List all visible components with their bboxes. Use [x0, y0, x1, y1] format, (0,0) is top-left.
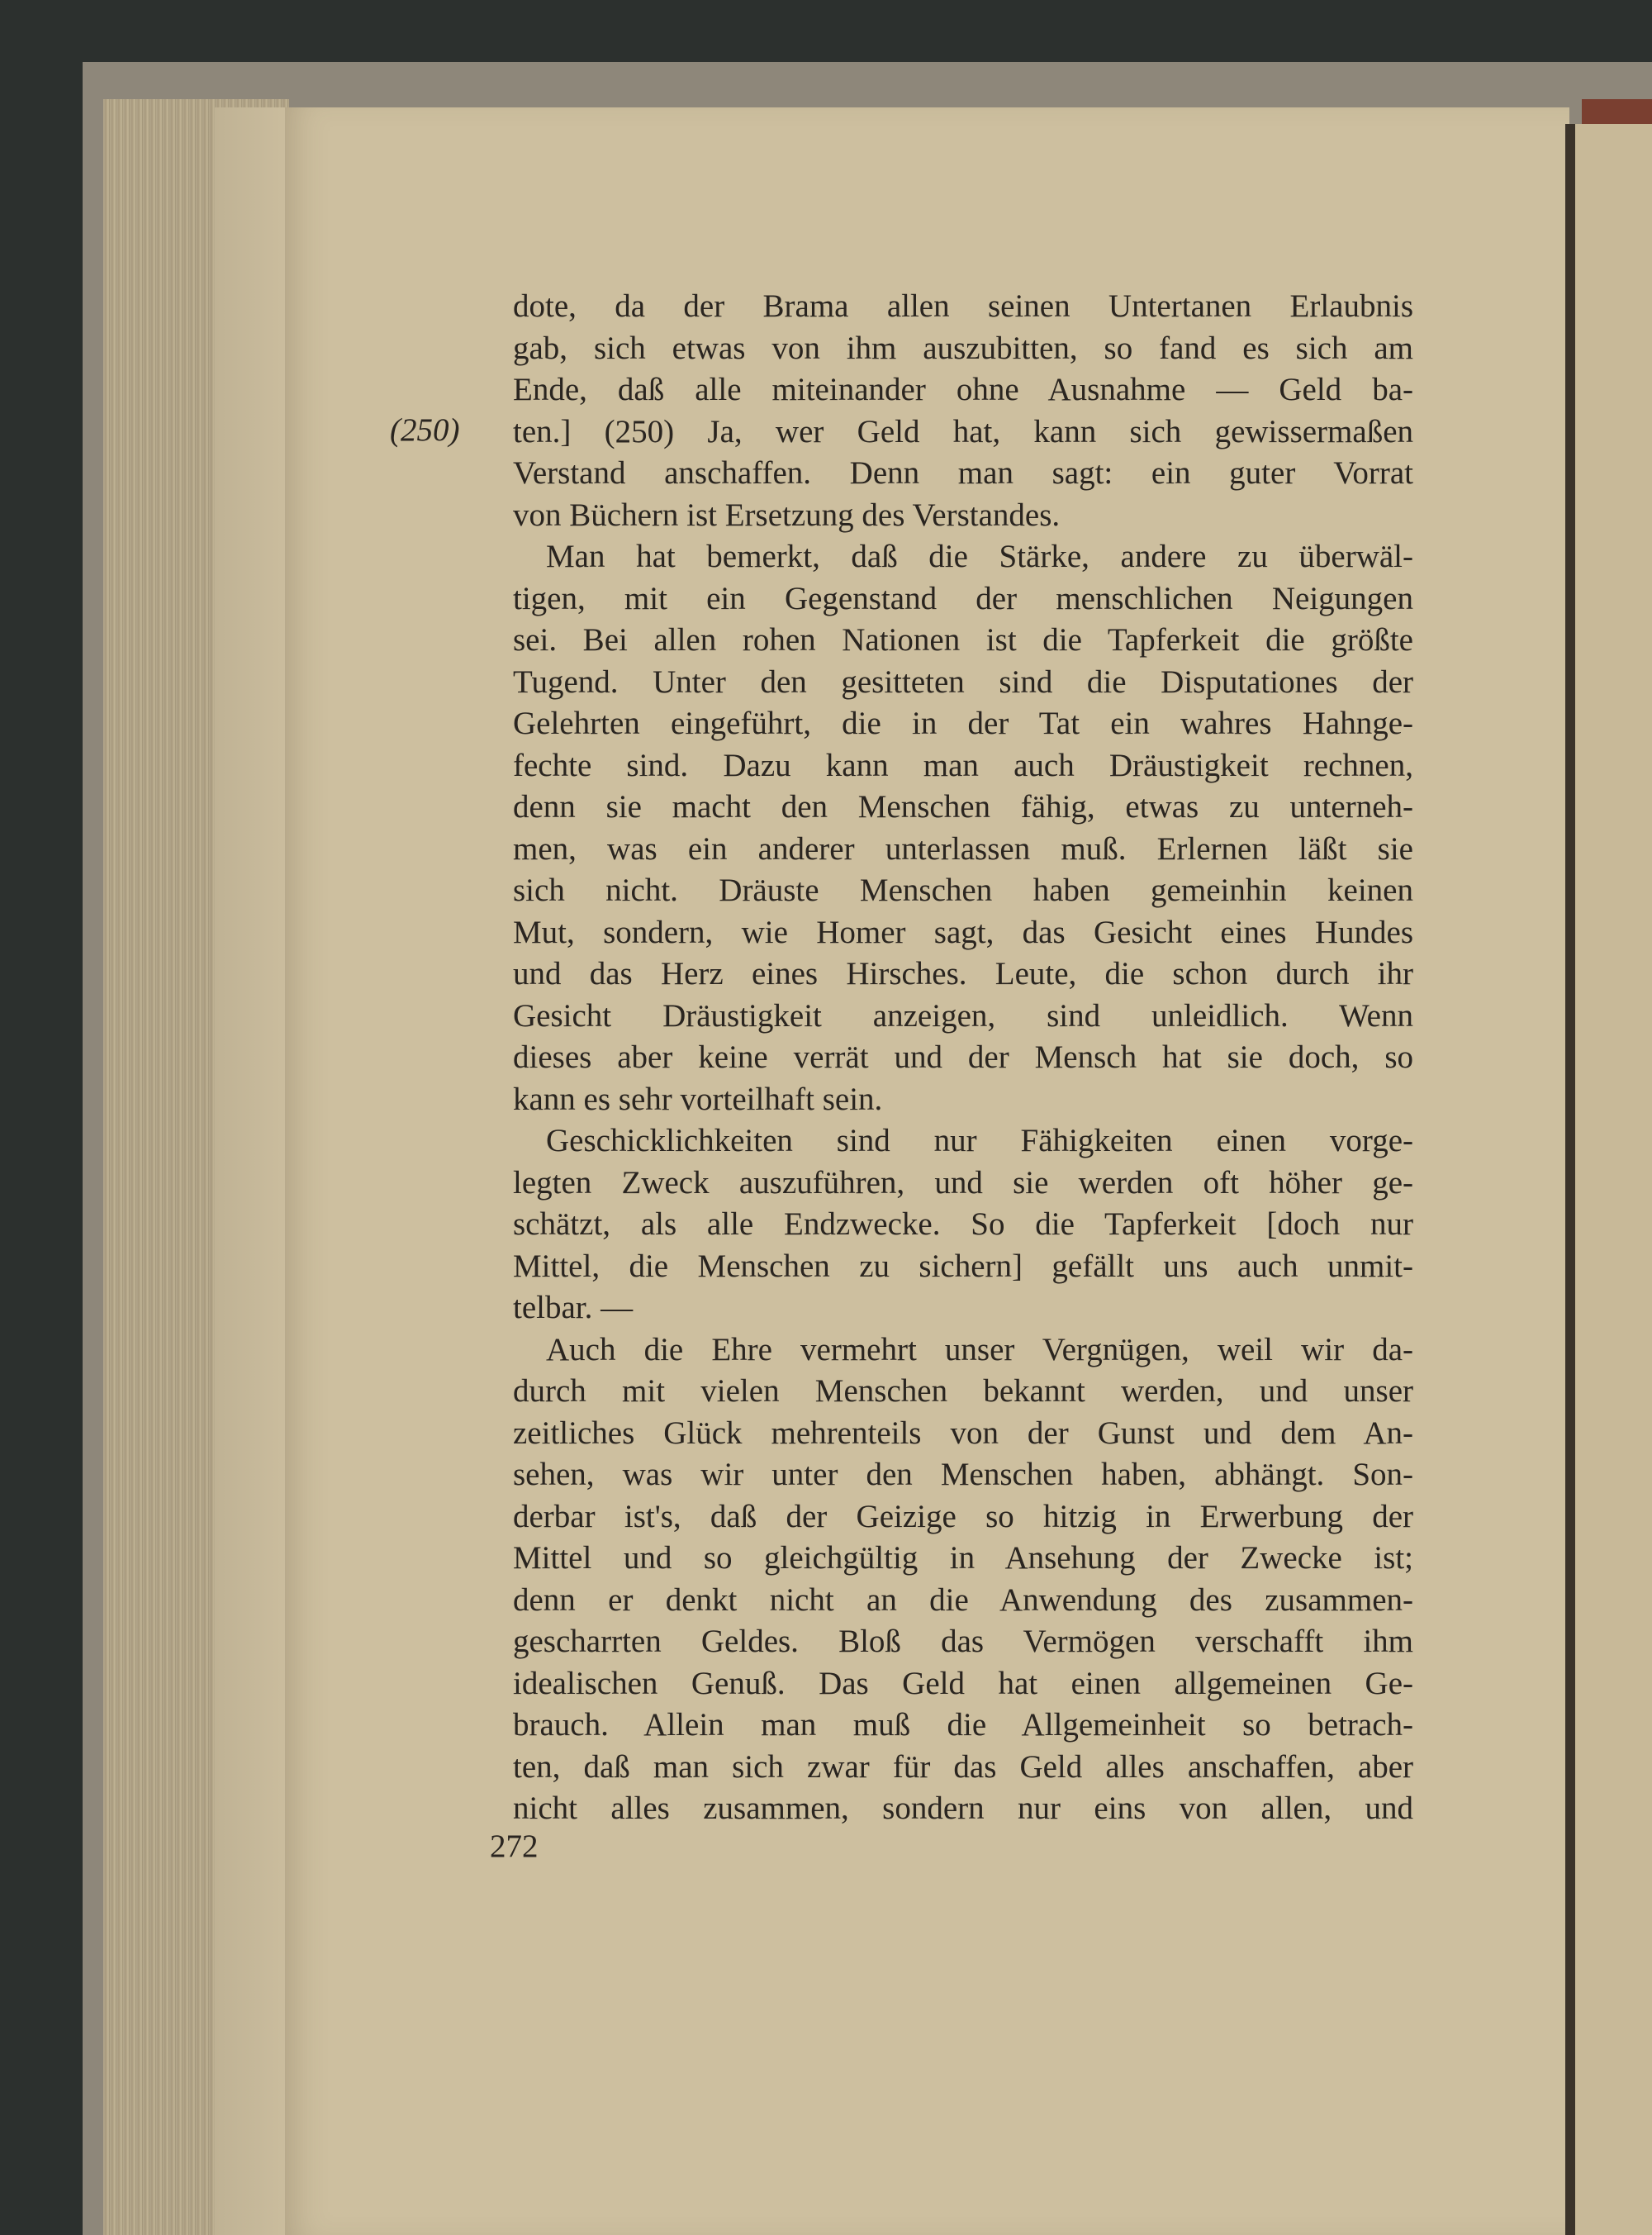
- text-line: denn er denkt nicht an die Anwendung des zusammen-: [513, 1581, 1413, 1618]
- text-line: sei. Bei allen rohen Nationen ist die Tapferkeit die größte: [513, 622, 1413, 658]
- text-line: durch mit vielen Menschen bekannt werden, und unser: [513, 1373, 1413, 1409]
- text-line: Gesicht Dräustigkeit anzeigen, sind unleidlich. Wenn: [513, 997, 1413, 1034]
- text-line: nicht alles zusammen, sondern nur eins von allen, und: [513, 1790, 1413, 1826]
- page-edges-inner: [215, 107, 289, 2235]
- text-line: ten, daß man sich zwar für das Geld alles anschaffen, aber: [513, 1748, 1413, 1785]
- text-line: Geschicklichkeiten sind nur Fähigkeiten einen vorge-: [546, 1123, 1413, 1158]
- text-line: gab, sich etwas von ihm auszubitten, so fand es sich am: [513, 330, 1413, 366]
- text-line: derbar ist's, daß der Geizige so hitzig in Erwerbung der: [513, 1498, 1413, 1534]
- facing-page: [1575, 124, 1652, 2235]
- text-line: Auch die Ehre vermehrt unser Vergnügen, weil wir da-: [546, 1331, 1413, 1367]
- text-line: dote, da der Brama allen seinen Untertanen Erlaubnis: [513, 288, 1413, 324]
- text-line: ten.] (250) Ja, wer Geld hat, kann sich gewissermaßen: [513, 413, 1413, 449]
- margin-note: (250): [390, 412, 460, 448]
- text-line: Man hat bemerkt, daß die Stärke, andere zu überwäl-: [546, 539, 1413, 574]
- text-line: tigen, mit ein Gegenstand der menschlichen Neigungen: [513, 580, 1413, 616]
- body-text: [513, 286, 1413, 1830]
- page-number: 272: [490, 1828, 539, 1864]
- text-line: denn sie macht den Menschen fähig, etwas zu unterneh-: [513, 789, 1413, 825]
- book-gutter: [1565, 124, 1575, 2235]
- text-line: Verstand anschaffen. Denn man sagt: ein guter Vorrat: [513, 455, 1413, 491]
- text-line: idealischen Genuß. Das Geld hat einen allgemeinen Ge-: [513, 1665, 1413, 1701]
- text-line: dieses aber keine verrät und der Mensch hat sie doch, so: [513, 1039, 1413, 1075]
- text-line: zeitliches Glück mehrenteils von der Gunst und dem An-: [513, 1415, 1413, 1451]
- text-line: und das Herz eines Hirsches. Leute, die schon durch ihr: [513, 956, 1413, 991]
- text-line: Mittel, die Menschen zu sichern] gefällt uns auch unmit-: [513, 1248, 1413, 1284]
- text-line: kann es sehr vorteilhaft sein.: [513, 1081, 883, 1117]
- text-line: Ende, daß alle miteinander ohne Ausnahme — Geld ba-: [513, 372, 1413, 407]
- text-line: sich nicht. Dräuste Menschen haben gemeinhin keinen: [513, 873, 1413, 908]
- text-line: Tugend. Unter den gesitteten sind die Disputationes der: [513, 663, 1413, 700]
- text-line: sehen, was wir unter den Menschen haben, abhängt. Son-: [513, 1457, 1413, 1492]
- text-line: von Büchern ist Ersetzung des Verstandes.: [513, 497, 1061, 533]
- text-line: Mittel und so gleichgültig in Ansehung der Zwecke ist;: [513, 1540, 1413, 1576]
- text-line: Gelehrten eingeführt, die in der Tat ein wahres Hahnge-: [513, 706, 1413, 741]
- text-line: telbar. —: [513, 1290, 634, 1325]
- text-line: schätzt, als alle Endzwecke. So die Tapferkeit [doch nur: [513, 1206, 1413, 1242]
- text-line: fechte sind. Dazu kann man auch Dräustigkeit rechnen,: [513, 747, 1413, 783]
- text-line: men, was ein anderer unterlassen muß. Erlernen läßt sie: [513, 830, 1413, 867]
- text-line: gescharrten Geldes. Bloß das Vermögen verschafft ihm: [513, 1624, 1413, 1659]
- text-line: Mut, sondern, wie Homer sagt, das Gesicht eines Hundes: [513, 914, 1413, 950]
- text-line: legten Zweck auszuführen, und sie werden oft höher ge-: [513, 1164, 1413, 1201]
- text-line: brauch. Allein man muß die Allgemeinheit so betrach-: [513, 1707, 1413, 1743]
